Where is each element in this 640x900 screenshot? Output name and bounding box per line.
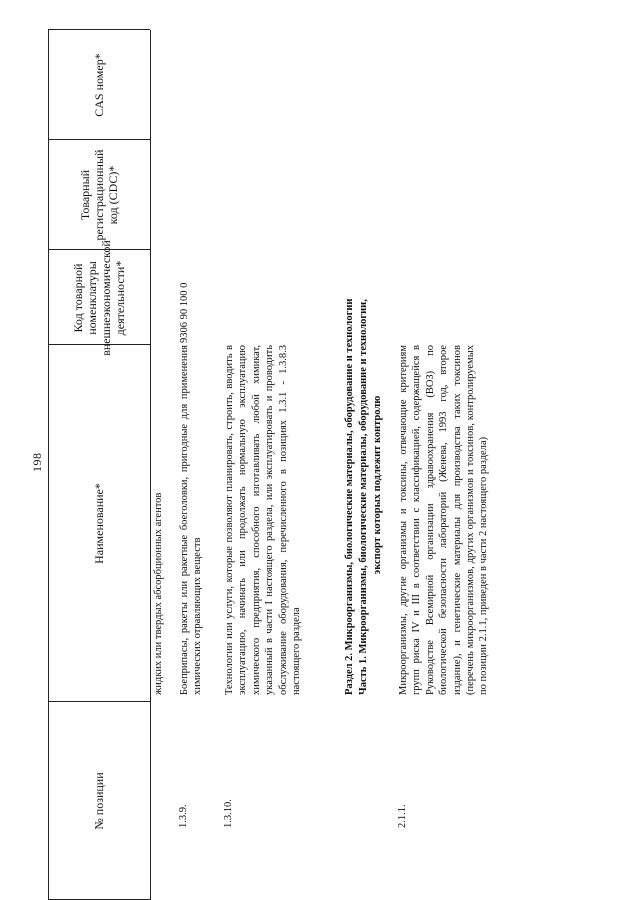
header-tnved-code: Код товарной номенклатуры внешнеэкономической деятельности* bbox=[71, 240, 127, 356]
continuation-text: жидких или твердых абсорбционных агентов bbox=[153, 492, 164, 695]
row-number: 1.3.10. bbox=[223, 799, 234, 828]
header-cas-number: CAS номер* bbox=[92, 53, 106, 117]
row-number: 1.3.9. bbox=[178, 804, 189, 828]
part-heading: Часть 1. Микроорганизмы, биологические материалы, оборудование и технологии, bbox=[358, 299, 369, 695]
row-tnved-code: 9306 90 100 0 bbox=[179, 282, 190, 343]
part-heading-continued: экспорт которых подлежит контролю bbox=[372, 395, 383, 575]
row-name: Микроорганизмы, другие организмы и токсины, отвечающие критериям групп риска IV и III в соответствии с классификацией, содержащейся в Руководстве Всемирной организации здравоохранения (ВОЗ) по биологической безопасности лабораторий (Женева, 1993 год, второе издание), и генетические материалы для производства таких токсинов (перечень микроорганизмов, других организмов и токсинов, контролируемых по позиции 2.1.1, приведен в части 2 настоящего раздела) bbox=[398, 345, 490, 695]
row-name: Боеприпасы, ракеты или ракетные боеголовки, пригодные для применения химических отравляющих веществ bbox=[179, 345, 204, 695]
header-position: № позиции bbox=[92, 772, 106, 830]
section-heading: Раздел 2. Микроорганизмы, биологические материалы, оборудование и технологии bbox=[344, 298, 355, 695]
page-number: 198 bbox=[30, 452, 44, 472]
header-name: Наименование* bbox=[92, 483, 106, 564]
row-number: 2.1.1. bbox=[397, 804, 408, 828]
row-name: Технологии или услуги, которые позволяют планировать, строить, вводить в эксплуатацию, начинать или продолжать нормальную эксплуатацию химического предприятия, способного изготавливать любой химикат, указанный в части I настоящего раздела, или эксплуатировать и проводить обслуживание оборудования, перечисленного в позициях 1.3.1 - 1.3.8.3 настоящего раздела bbox=[224, 345, 303, 695]
header-cdc-code: Товарный регистрационный код (CDC)* bbox=[78, 149, 120, 241]
